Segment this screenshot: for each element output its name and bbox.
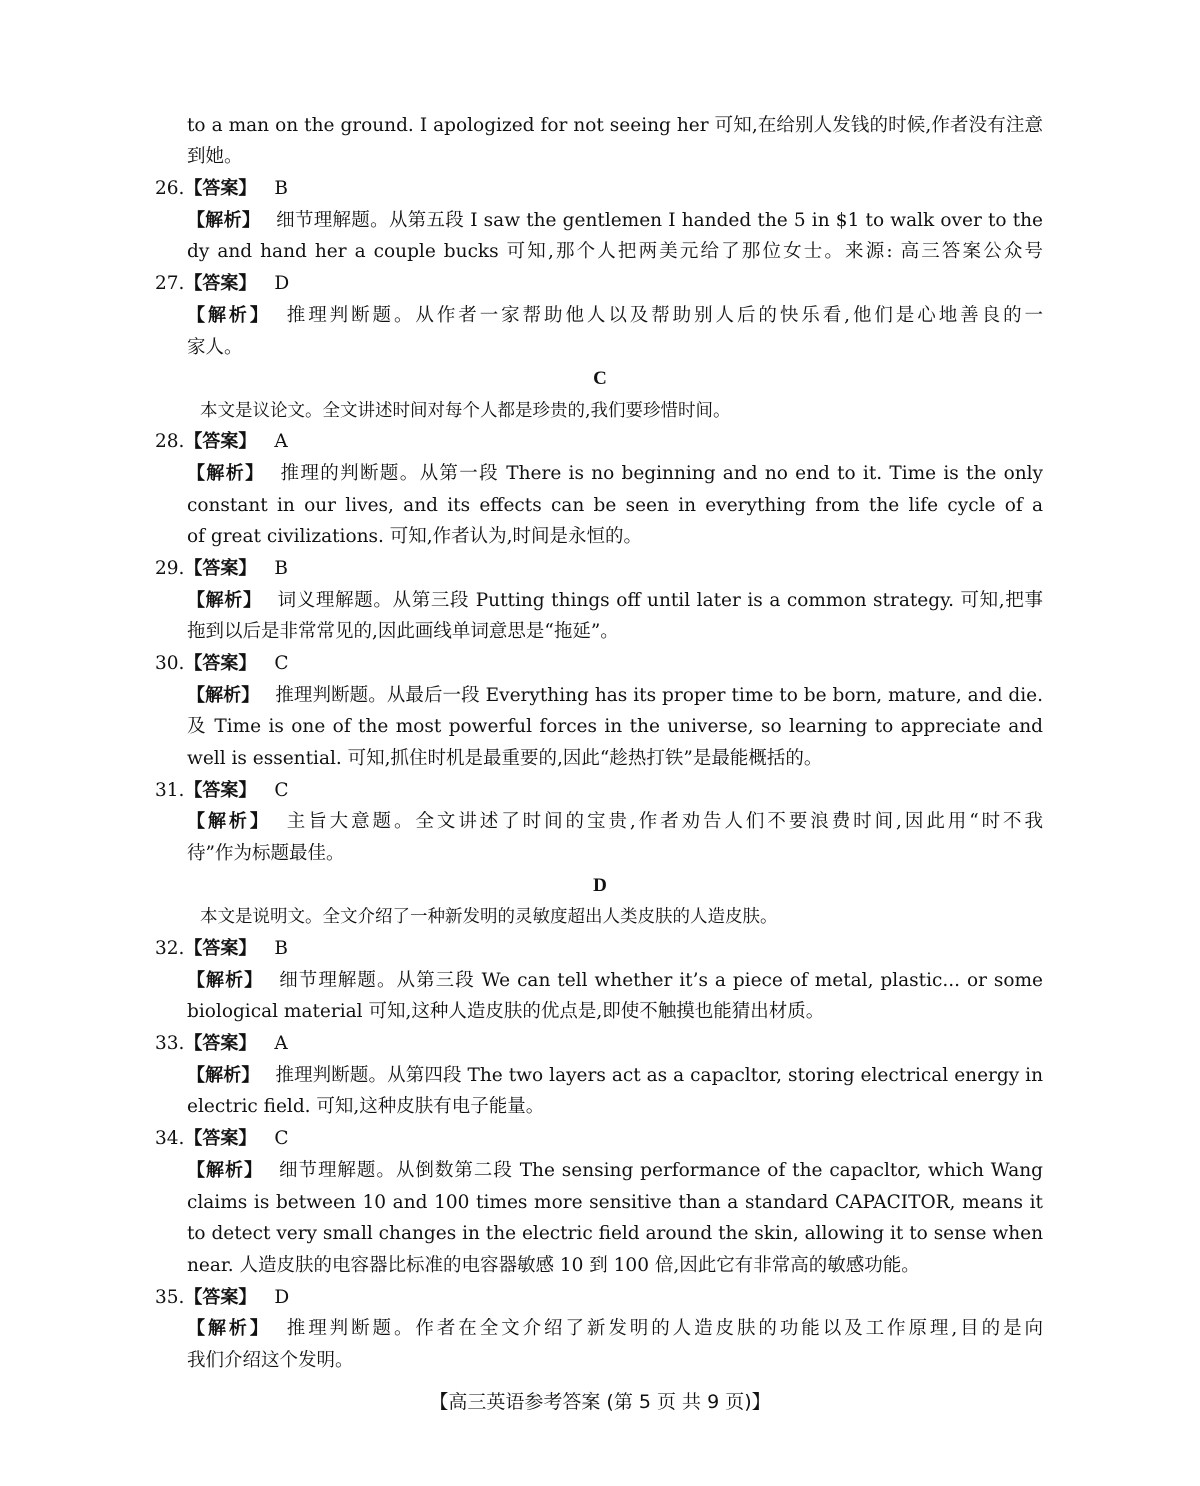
answer-value: D <box>274 1287 290 1308</box>
question-30-analysis-line-2: 及 Time is one of the most powerful forces in the universe, so learning to appreciate and <box>187 716 1043 737</box>
analysis-text: 细节理解题。从第五段 I saw the gentlemen I handed the 5 in $1 to walk over to the <box>276 210 1043 231</box>
question-number: 28. <box>155 431 185 452</box>
question-26-analysis-line-1 <box>187 207 1043 235</box>
answer-label: 【答案】 <box>184 938 257 959</box>
analysis-text: 主旨大意题。全文讲述了时间的宝贵,作者劝告人们不要浪费时间,因此用“时不我 <box>286 811 1043 832</box>
question-34-analysis-line-4: near. 人造皮肤的电容器比标准的电容器敏感 10 到 100 倍,因此它有非常高的敏感功能。 <box>187 1255 920 1276</box>
answer-value: B <box>274 558 289 579</box>
intro-line-2: 到她。 <box>187 146 243 167</box>
question-number: 35. <box>155 1287 185 1308</box>
answer-label: 【答案】 <box>184 653 257 674</box>
question-30-answer-row <box>155 650 289 678</box>
question-26-answer-row <box>155 175 288 203</box>
question-number: 33. <box>155 1033 185 1054</box>
question-27-analysis-line-2: 家人。 <box>187 337 243 358</box>
question-27-answer-row <box>155 270 289 298</box>
answer-label: 【答案】 <box>184 780 257 801</box>
question-29-analysis-line-1 <box>187 587 1043 615</box>
analysis-text: 细节理解题。从第三段 We can tell whether it’s a piece of metal, plastic... or some <box>279 970 1043 991</box>
question-34-analysis-line-2: claims is between 10 and 100 times more sensitive than a standard CAPACITOR, means it <box>187 1192 1043 1213</box>
question-34-answer-row <box>155 1125 289 1153</box>
answer-value: C <box>274 653 289 674</box>
answer-label: 【答案】 <box>184 178 257 199</box>
question-26-analysis-line-2: dy and hand her a couple bucks 可知,那个人把两美元给了那位女士。来源: 高三答案公众号 <box>187 241 1043 262</box>
answer-label: 【答案】 <box>184 1033 257 1054</box>
question-number: 29. <box>155 558 185 579</box>
answer-label: 【答案】 <box>184 1128 257 1149</box>
analysis-text: 推理判断题。作者在全文介绍了新发明的人造皮肤的功能以及工作原理,目的是向 <box>286 1318 1043 1339</box>
question-number: 31. <box>155 780 185 801</box>
section-c-heading: C <box>593 368 607 389</box>
question-number: 26. <box>155 178 185 199</box>
analysis-label: 【解析】 <box>187 590 262 611</box>
answer-value: D <box>274 273 290 294</box>
answer-label: 【答案】 <box>184 558 257 579</box>
answer-value: B <box>274 938 289 959</box>
question-30-analysis-line-3: well is essential. 可知,抓住时机是最重要的,因此“趁热打铁”是最能概括的。 <box>187 748 823 769</box>
question-29-answer-row <box>155 555 288 583</box>
question-number: 30. <box>155 653 185 674</box>
answer-value: A <box>274 1033 288 1054</box>
answer-label: 【答案】 <box>184 431 257 452</box>
question-32-answer-row <box>155 935 288 963</box>
question-35-analysis-line-2: 我们介绍这个发明。 <box>187 1350 354 1371</box>
question-35-answer-row <box>155 1284 289 1312</box>
answer-value: A <box>274 431 288 452</box>
analysis-label: 【解析】 <box>187 970 264 991</box>
analysis-label: 【解析】 <box>187 305 271 326</box>
analysis-text: 细节理解题。从倒数第二段 The sensing performance of the capacltor, which Wang <box>278 1160 1043 1181</box>
question-33-analysis-line-2: electric field. 可知,这种皮肤有电子能量。 <box>187 1096 545 1117</box>
question-34-analysis-line-3: to detect very small changes in the electric field around the skin, allowing it to sense when <box>187 1223 1043 1244</box>
question-28-analysis-line-3: of great civilizations. 可知,作者认为,时间是永恒的。 <box>187 526 643 547</box>
analysis-label: 【解析】 <box>187 1318 271 1339</box>
analysis-text: 词义理解题。从第三段 Putting things off until later is a common strategy. 可知,把事 <box>277 590 1043 611</box>
analysis-label: 【解析】 <box>187 811 271 832</box>
question-32-analysis-line-2: biological material 可知,这种人造皮肤的优点是,即使不触摸也能猜出材质。 <box>187 1001 825 1022</box>
question-29-analysis-line-2: 拖到以后是非常常见的,因此画线单词意思是“拖延”。 <box>187 621 619 642</box>
analysis-label: 【解析】 <box>187 210 261 231</box>
question-27-analysis-line-1 <box>187 302 1043 330</box>
answer-label: 【答案】 <box>184 1287 257 1308</box>
question-28-analysis-line-1 <box>187 460 1043 488</box>
answer-value: C <box>274 780 289 801</box>
question-31-analysis-line-2: 待”作为标题最佳。 <box>187 843 345 864</box>
question-28-answer-row <box>155 428 288 456</box>
analysis-label: 【解析】 <box>187 1160 263 1181</box>
question-33-analysis-line-1 <box>187 1062 1043 1090</box>
intro-line-1: to a man on the ground. I apologized for not seeing her 可知,在给别人发钱的时候,作者没有注意 <box>187 115 1043 136</box>
answer-value: B <box>274 178 289 199</box>
analysis-text: 推理的判断题。从第一段 There is no beginning and no end to it. Time is the only <box>280 463 1043 484</box>
question-33-answer-row <box>155 1030 288 1058</box>
answer-label: 【答案】 <box>184 273 257 294</box>
question-31-answer-row <box>155 777 289 805</box>
question-32-analysis-line-1 <box>187 967 1043 995</box>
question-number: 32. <box>155 938 185 959</box>
analysis-label: 【解析】 <box>187 685 260 706</box>
answer-value: C <box>274 1128 289 1149</box>
section-c-summary: 本文是议论文。全文讲述时间对每个人都是珍贵的,我们要珍惜时间。 <box>200 401 731 421</box>
section-d-summary: 本文是说明文。全文介绍了一种新发明的灵敏度超出人类皮肤的人造皮肤。 <box>200 907 778 927</box>
analysis-text: 推理判断题。从最后一段 Everything has its proper time to be born, mature, and die. <box>275 685 1043 706</box>
question-number: 27. <box>155 273 185 294</box>
section-d-heading: D <box>593 875 607 896</box>
analysis-text: 推理判断题。从第四段 The two layers act as a capacltor, storing electrical energy in <box>275 1065 1043 1086</box>
analysis-text: 推理判断题。从作者一家帮助他人以及帮助别人后的快乐看,他们是心地善良的一 <box>286 305 1043 326</box>
page-footer: 【高三英语参考答案 (第 5 页 共 9 页)】 <box>429 1391 771 1413</box>
analysis-label: 【解析】 <box>187 1065 260 1086</box>
question-number: 34. <box>155 1128 185 1149</box>
question-31-analysis-line-1 <box>187 808 1043 836</box>
analysis-label: 【解析】 <box>187 463 265 484</box>
question-34-analysis-line-1 <box>187 1157 1043 1185</box>
question-28-analysis-line-2: constant in our lives, and its effects can be seen in everything from the life cycle of a <box>187 495 1043 516</box>
question-30-analysis-line-1 <box>187 682 1043 710</box>
question-35-analysis-line-1 <box>187 1315 1043 1343</box>
